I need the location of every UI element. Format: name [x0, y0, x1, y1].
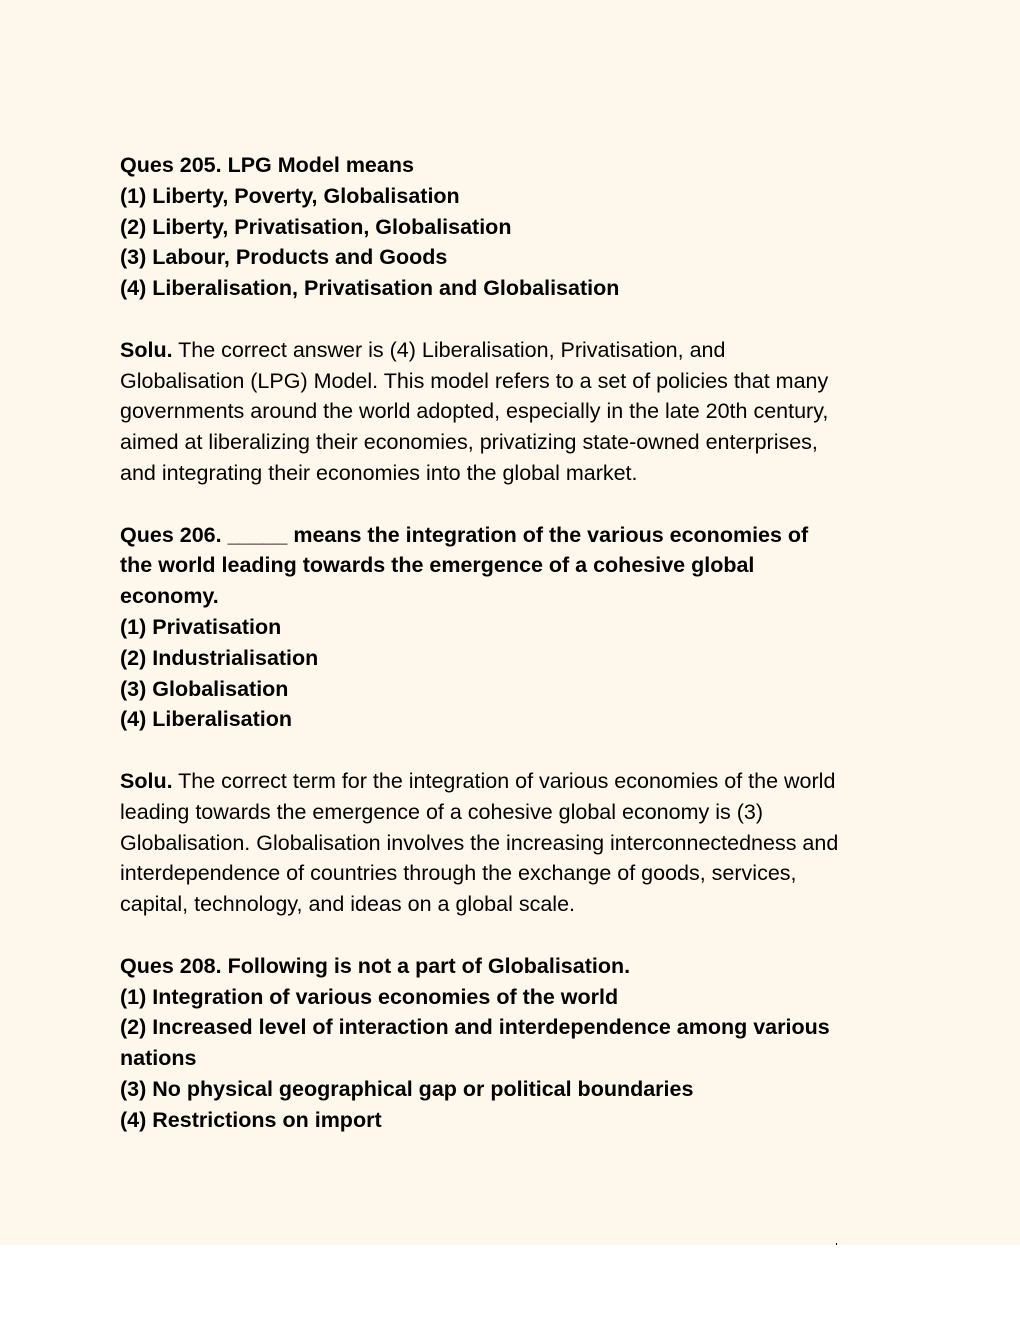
solution-text: The correct answer is (4) Liberalisation, Privatisation, and: [172, 337, 726, 362]
option: nations: [120, 1046, 197, 1071]
solution-text: capital, technology, and ideas on a global scale.: [120, 892, 575, 917]
option: (4) Restrictions on import: [120, 1107, 382, 1132]
solution-label: Solu.: [120, 337, 173, 362]
option: (2) Increased level of interaction and interdependence among various: [120, 1015, 830, 1040]
solution-text: The correct term for the integration of various economies of the world: [172, 768, 836, 793]
question-title: the world leading towards the emergence of a cohesive global: [120, 553, 755, 578]
option: (4) Liberalisation: [120, 707, 293, 732]
option: (3) No physical geographical gap or political boundaries: [120, 1076, 694, 1101]
solution-text: Globalisation. Globalisation involves the increasing interconnectedness and: [120, 830, 839, 855]
solution-text: aimed at liberalizing their economies, privatizing state-owned enterprises,: [120, 430, 818, 455]
solution-text: interdependence of countries through the exchange of goods, services,: [120, 861, 797, 886]
solution-text: Globalisation (LPG) Model. This model refers to a set of policies that many: [120, 368, 829, 393]
page-content: [120, 150, 1000, 1136]
option: (4) Liberalisation, Privatisation and Globalisation: [120, 276, 620, 301]
solution-label: Solu.: [120, 768, 173, 793]
question-206: [120, 520, 1000, 736]
solution-text: leading towards the emergence of a cohesive global economy is (3): [120, 799, 763, 824]
question-208: [120, 951, 1000, 1136]
option: (1) Privatisation: [120, 614, 282, 639]
solution-text: governments around the world adopted, especially in the late 20th century,: [120, 399, 829, 424]
option: (1) Integration of various economies of the world: [120, 984, 619, 1009]
question-205: [120, 150, 1000, 304]
option: (3) Labour, Products and Goods: [120, 245, 448, 270]
question-title: Ques 205. LPG Model means: [120, 153, 414, 177]
option: (1) Liberty, Poverty, Globalisation: [120, 183, 460, 208]
question-title: Ques 208. Following is not a part of Globalisation.: [120, 953, 631, 978]
option: (3) Globalisation: [120, 676, 289, 701]
solution-205: [120, 335, 1000, 489]
solution-text: and integrating their economies into the global market.: [120, 460, 638, 485]
solution-206: [120, 766, 1000, 920]
stray-mark: [836, 1243, 837, 1245]
option: (2) Industrialisation: [120, 645, 319, 670]
question-title: economy.: [120, 584, 219, 609]
question-title: Ques 206. _____ means the integration of the various economies of: [120, 522, 809, 547]
option: (2) Liberty, Privatisation, Globalisation: [120, 214, 512, 239]
